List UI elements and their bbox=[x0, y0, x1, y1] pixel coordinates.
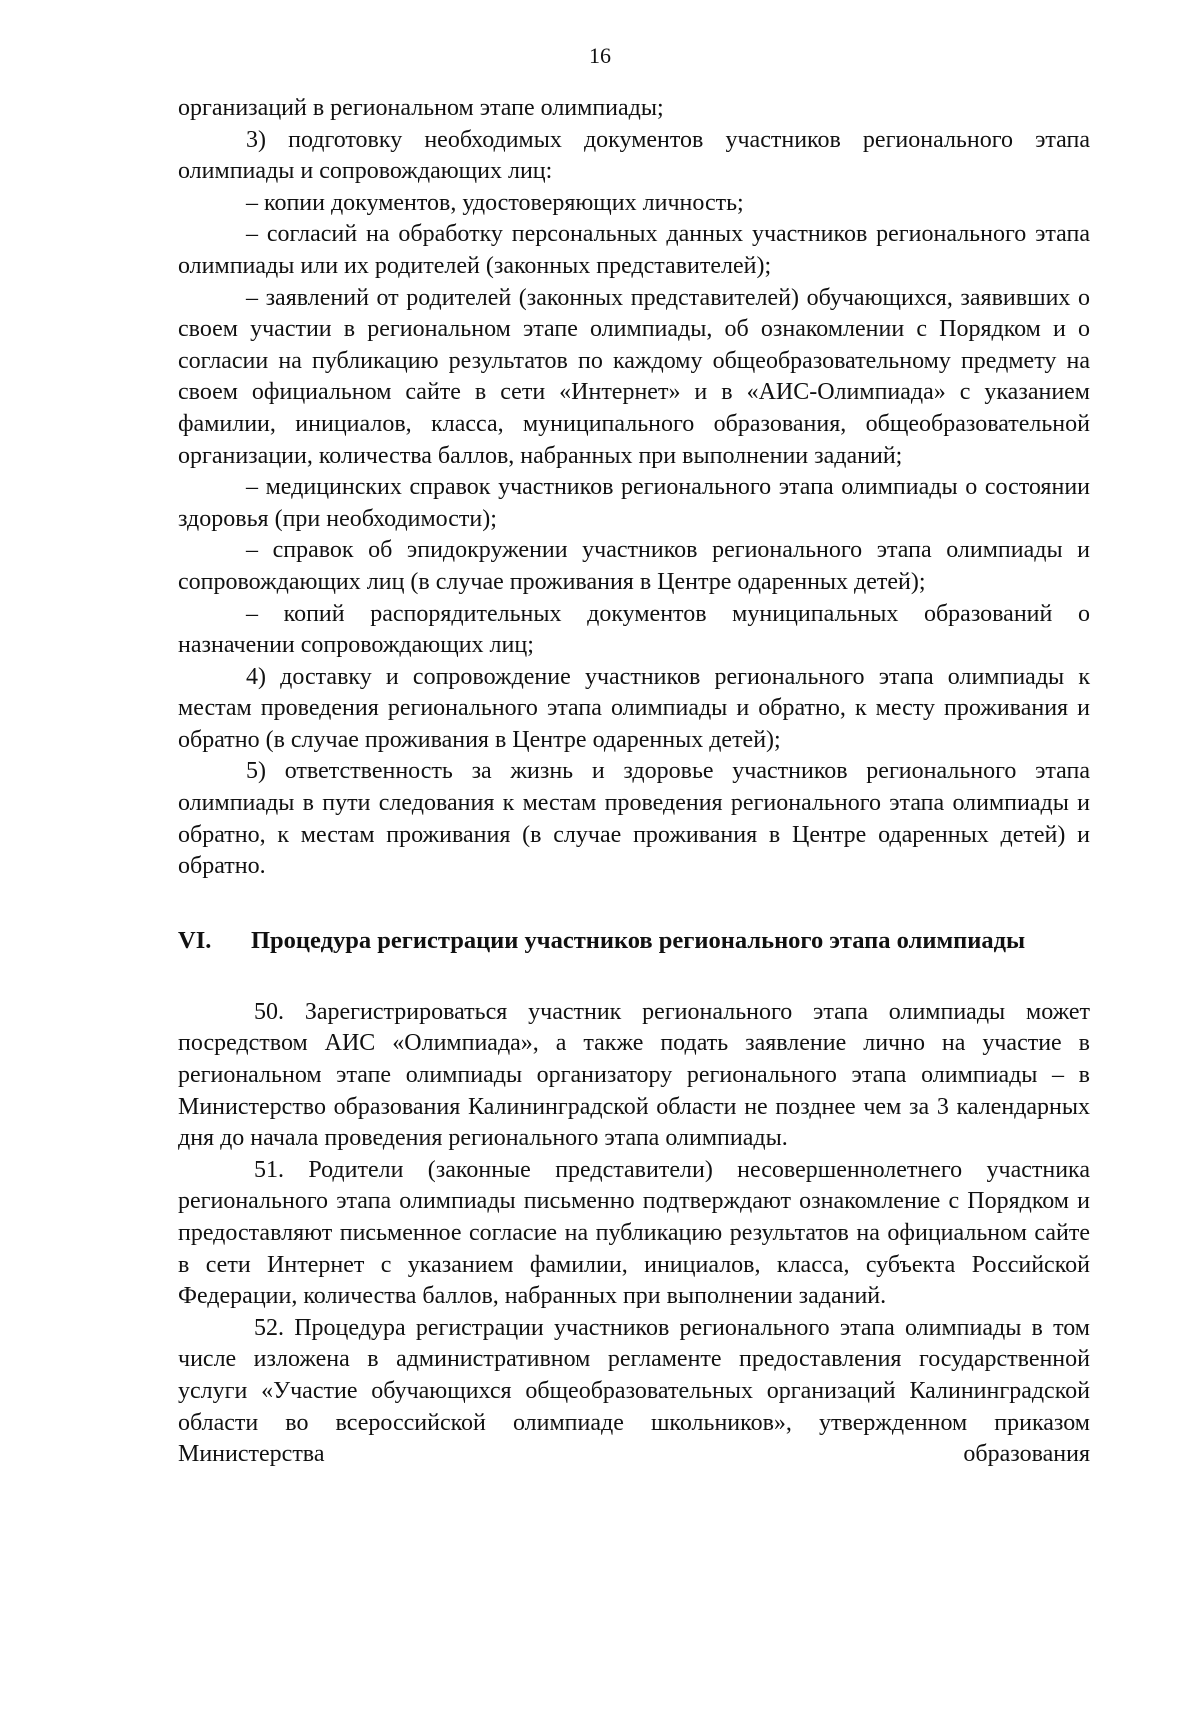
paragraph: 4) доставку и сопровождение участников регионального этапа олимпиады к местам проведения регионального этапа олимпиады и обратно, к месту проживания и обратно (в случае проживания в Центре одаренных детей); bbox=[178, 663, 1090, 753]
paragraph: – копий распорядительных документов муниципальных образований о назначении сопровождающих лиц; bbox=[178, 600, 1090, 659]
section-number: VI. bbox=[178, 926, 212, 954]
paragraph: – заявлений от родителей (законных представителей) обучающихся, заявивших о своем участии в региональном этапе олимпиады, об ознакомлении с Порядком и о согласии на публикацию результатов по каждому общеобразовательному предмету на своем официальном сайте в сети «Интернет» и в «АИС-Олимпиада» с указанием фамилии, инициалов, класса, муниципального образования, общеобразовательной организации, количества баллов, набранных при выполнении заданий; bbox=[178, 284, 1090, 469]
paragraph: 52. Процедура регистрации участников регионального этапа олимпиады в том числе изложена в административном регламенте предоставления государственной услуги «Участие обучающихся общеобразовательных организаций Калининградской области во всероссийской олимпиаде школьников», утвержденном приказом Министерства образования bbox=[178, 1314, 1090, 1468]
page-number: 16 bbox=[589, 43, 611, 68]
paragraph: – копии документов, удостоверяющих личность; bbox=[246, 189, 744, 216]
paragraph: – справок об эпидокружении участников регионального этапа олимпиады и сопровождающих лиц (в случае проживания в Центре одаренных детей); bbox=[178, 537, 1090, 595]
paragraph: – медицинских справок участников регионального этапа олимпиады о состоянии здоровья (при необходимости); bbox=[178, 474, 1090, 532]
paragraph: 51. Родители (законные представители) несовершеннолетнего участника регионального этапа олимпиады письменно подтверждают ознакомление с Порядком и предоставляют письменное согласие на публикацию результатов на официальном сайте в сети Интернет с указанием фамилии, инициалов, класса, субъекта Российской Федерации, количества баллов, набранных при выполнении заданий. bbox=[178, 1156, 1090, 1310]
section-title: Процедура регистрации участников регионального этапа олимпиады bbox=[251, 926, 1026, 954]
section-body bbox=[178, 997, 1090, 1471]
page-body bbox=[178, 93, 1090, 1471]
paragraph: 50. Зарегистрироваться участник регионального этапа олимпиады может посредством АИС «Олимпиада», а также подать заявление лично на участие в региональном этапе олимпиады организатору регионального этапа олимпиады – в Министерство образования Калининградской области не позднее чем за 3 календарных дня до начала проведения регионального этапа олимпиады. bbox=[178, 998, 1090, 1152]
paragraph: организаций в региональном этапе олимпиады; bbox=[178, 95, 664, 121]
paragraph: 5) ответственность за жизнь и здоровье участников регионального этапа олимпиады в пути следования к местам проведения регионального этапа олимпиады и обратно, к местам проживания (в случае проживания в Центре одаренных детей) и обратно. bbox=[178, 758, 1090, 880]
section-heading bbox=[178, 925, 1090, 957]
paragraph: – согласий на обработку персональных данных участников регионального этапа олимпиады или их родителей (законных представителей); bbox=[178, 221, 1090, 279]
paragraph: 3) подготовку необходимых документов участников регионального этапа олимпиады и сопровождающих лиц: bbox=[178, 126, 1090, 185]
